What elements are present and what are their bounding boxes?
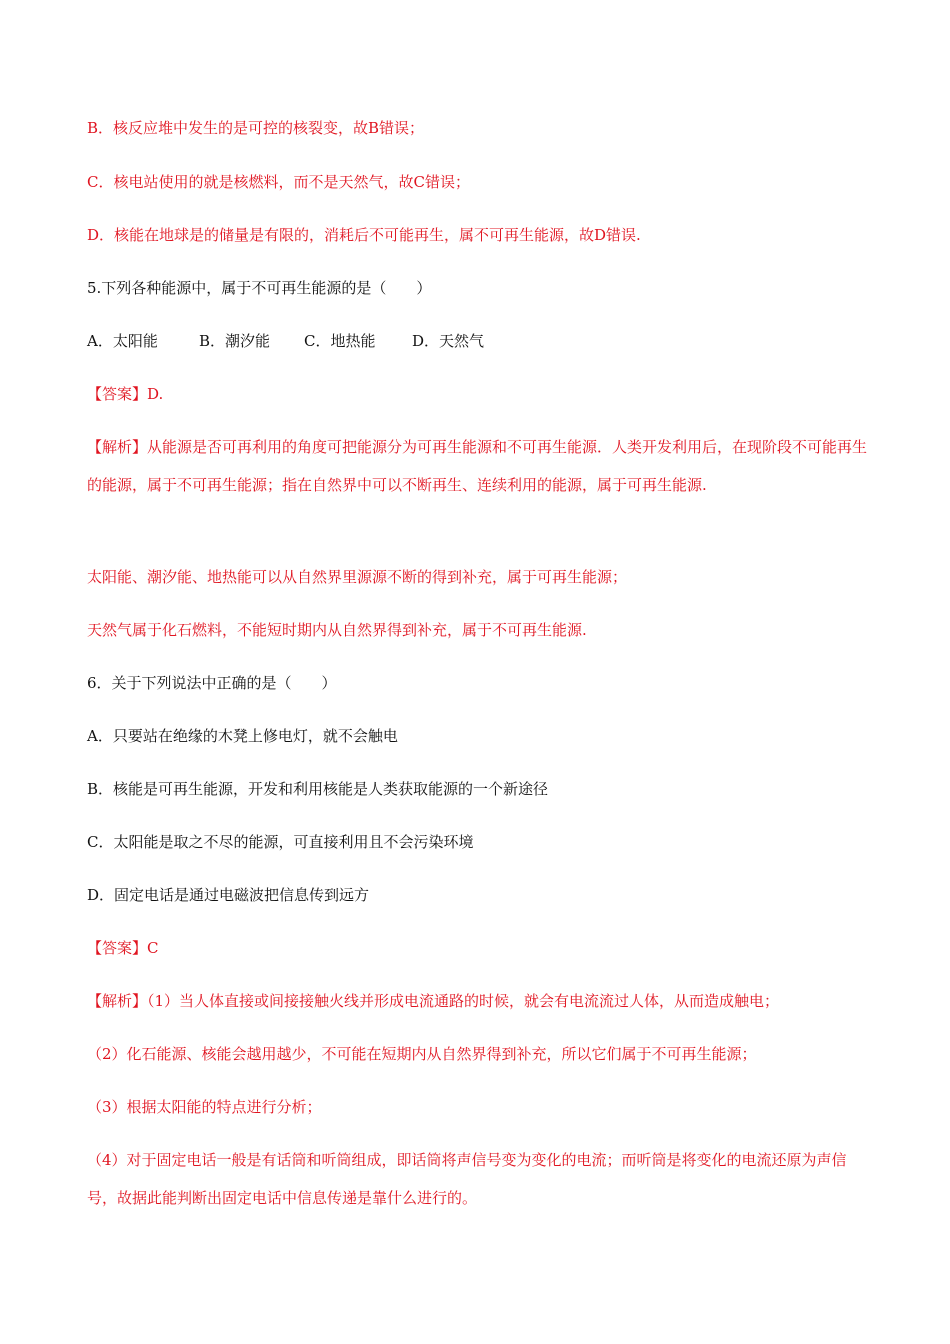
q6-analysis-2: （2）化石能源、核能会越用越少，不可能在短期内从自然界得到补充，所以它们属于不可再生能源；	[87, 1045, 757, 1063]
q6-option-c: C．太阳能是取之不尽的能源，可直接利用且不会污染环境	[87, 833, 474, 851]
q5-option-b: B．潮汐能	[199, 332, 271, 350]
q5-stem: 5.下列各种能源中，属于不可再生能源的是（ ）	[87, 279, 432, 297]
q6-option-b: B．核能是可再生能源，开发和利用核能是人类获取能源的一个新途径	[87, 780, 549, 798]
q5-analysis-1: 【解析】从能源是否可再利用的角度可把能源分为可再生能源和不可再生能源．人类开发利用后，在现阶段不可能再生的能源，属于不可再生能源；指在自然界中可以不断再生、连续利用的能源，属于可再生能源.	[87, 438, 868, 494]
q6-analysis-4: （4）对于固定电话一般是有话筒和听筒组成，即话筒将声信号变为变化的电流；而听筒是将变化的电流还原为声信号，故据此能判断出固定电话中信息传递是靠什么进行的。	[87, 1151, 847, 1207]
q6-option-a: A．只要站在绝缘的木凳上修电灯，就不会触电	[87, 727, 398, 745]
q6-answer: 【答案】C	[87, 939, 159, 957]
q4-explanation-c: C．核电站使用的就是核燃料，而不是天然气，故C错误；	[87, 173, 470, 191]
q6-option-d: D．固定电话是通过电磁波把信息传到远方	[87, 886, 370, 904]
q5-option-d: D．天然气	[412, 332, 485, 350]
q6-analysis-3: （3）根据太阳能的特点进行分析；	[87, 1098, 322, 1116]
q5-answer: 【答案】D.	[87, 385, 164, 403]
q4-explanation-b: B．核反应堆中发生的是可控的核裂变，故B错误；	[87, 119, 425, 137]
q6-stem: 6．关于下列说法中正确的是（ ）	[87, 674, 337, 692]
q5-analysis-2: 太阳能、潮汐能、地热能可以从自然界里源源不断的得到补充，属于可再生能源；	[87, 568, 628, 586]
q5-options	[87, 331, 484, 351]
q5-analysis-3: 天然气属于化石燃料，不能短时期内从自然界得到补充，属于不可再生能源.	[87, 621, 587, 639]
q5-option-a: A．太阳能	[87, 332, 158, 350]
q5-option-c: C．地热能	[304, 332, 376, 350]
q6-analysis-1: 【解析】（1）当人体直接或间接接触火线并形成电流通路的时候，就会有电流流过人体，从而造成触电；	[87, 992, 780, 1010]
q4-explanation-d: D．核能在地球是的储量是有限的，消耗后不可能再生，属不可再生能源，故D错误.	[87, 226, 641, 244]
